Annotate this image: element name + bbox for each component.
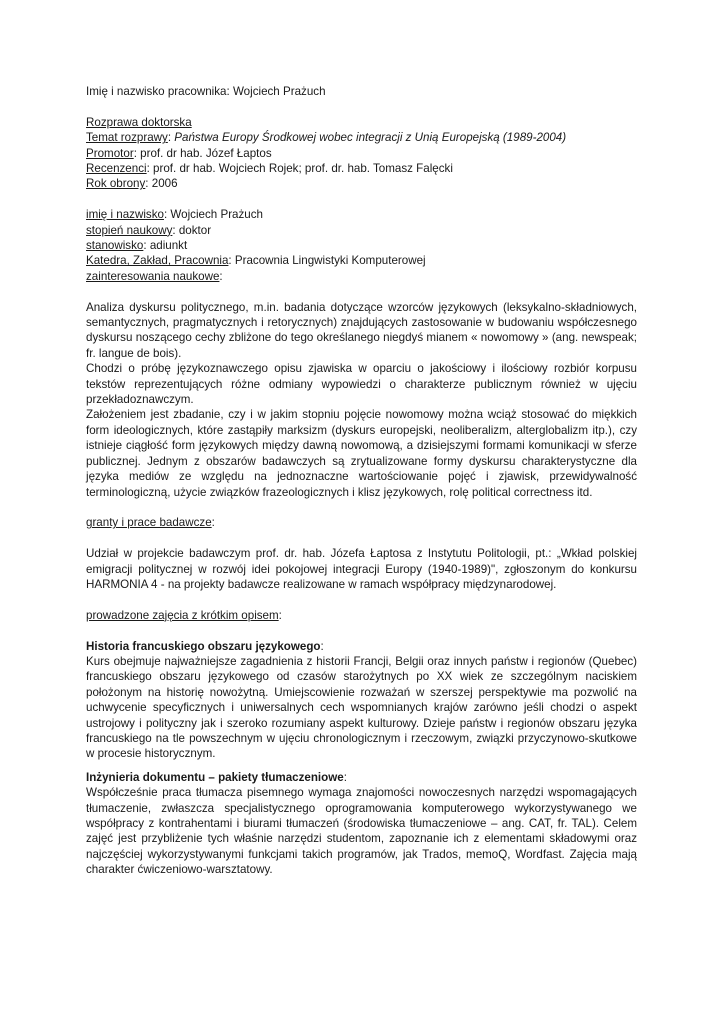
profile-name-line: imię i nazwisko: Wojciech Prażuch <box>86 208 263 222</box>
grants-label: granty i prace badawcze <box>86 516 212 530</box>
profile-position-value: adiunkt <box>149 239 188 253</box>
thesis-topic-line: Temat rozprawy: Państwa Europy Środkowej wobec integracji z Unią Europejską (1989-2004) <box>86 131 567 145</box>
thesis-heading: Rozprawa doktorska <box>86 115 192 129</box>
course-description: Współcześnie praca tłumacza pisemnego wymaga znajomości nowoczesnych narzędzi wspomagających tłumaczenie, zwłaszcza specjalistycznego oprogramowania komputerowego wykorzystywanego we współpracy z kontrahentami i biurami tłumaczeń (środowiska tłumaczeniowe – ang. CAT, fr. TAL). Celem zajęć jest przybliżenie tych właśnie narzędzi studentom, zapoznanie ich z elementami składowymi oraz najczęściej wykorzystywanymi funkcjami takich programów, jak Trados, memoQ, Wordfast. Zajęcia mają charakter ćwiczeniowo-warsztatowy. <box>86 786 637 877</box>
profile-degree-label: stopień naukowy <box>86 223 173 237</box>
course-item <box>86 770 637 878</box>
thesis-promoter-label: Promotor <box>86 146 134 160</box>
interests-paragraph: Założeniem jest zbadanie, czy i w jakim stopniu pojęcie nowomowy można wciąż stosować do miękkich form ideologicznych, które zastąpiły marksizm (dyskurs europejski, neoliberalizm, alterglobalizm itp.), czy istnieje ciągłość form językowych między dawną nowomową, a dzisiejszymi formami komunikacji w sferze publicznej. Jednym z obszarów badawczych są zrytualizowane formy dyskursu charakterystyczne dla języka mediów ze względu na jednoznaczne wartościowanie pojęć i zjawisk, przewidywalność terminologiczną, użycie związków frazeologicznych i klisz językowych, rolę political correctness itd. <box>86 408 637 499</box>
interests-body <box>86 300 637 500</box>
courses-label: prowadzone zajęcia z krótkim opisem <box>86 608 279 622</box>
employee-name-line <box>86 84 637 99</box>
profile-degree-value: doktor <box>178 223 212 237</box>
courses-heading-line: prowadzone zajęcia z krótkim opisem: <box>86 608 282 622</box>
employee-name-value: Wojciech Prażuch <box>232 85 326 98</box>
profile-name-label: imię i nazwisko <box>86 208 164 222</box>
course-title-line: Historia francuskiego obszaru językowego: <box>86 639 324 653</box>
thesis-defense-value: 2006 <box>151 177 178 191</box>
thesis-reviewers-value: prof. dr hab. Wojciech Rojek; prof. dr. hab. Tomasz Falęcki <box>153 162 453 176</box>
employee-name-label: Imię i nazwisko pracownika: <box>86 85 230 98</box>
grants-text: Udział w projekcie badawczym prof. dr. hab. Józefa Łaptosa z Instytutu Politologii, pt.: „Wkład polskiej emigracji politycznej w rozwój idei pokojowej integracji Europy (1940-1989)", zgłoszonym do konkursu HARMONIA 4 - na projekty badawcze realizowane w ramach współpracy międzynarodowej. <box>86 547 637 591</box>
course-item <box>86 639 637 762</box>
thesis-reviewers-label: Recenzenci <box>86 162 147 176</box>
course-description: Kurs obejmuje najważniejsze zagadnienia z historii Francji, Belgii oraz innych państw i regionów (Quebec) francuskiego obszaru językowego od czasów starożytnych po XX wiek ze szczególnym naciskiem położonym na historię nowożytną. Umiejscowienie rozważań w szerszej perspektywie ma pozwolić na uchwycenie specyficznych i uniwersalnych cech wspomnianych krajów zarówno jeśli chodzi o aspekt ustrojowy i polityczny jak i szeroko rozumiany aspekt kulturowy. Dzieje państw i regionów obszaru języka francuskiego na tle powszechnym w ujęciu chronologicznym i rzeczowym, związki przyczynowo-skutkowe w procesie historycznym. <box>86 654 637 761</box>
interests-paragraph: Chodzi o próbę językoznawczego opisu zjawiska w oparciu o jakościowy i ilościowy rozbiór korpusu tekstów reprezentujących różne odmiany wypowiedzi o charakterze publicznym również w ujęciu przekładoznawczym. <box>86 362 637 407</box>
profile-position-line: stanowisko: adiunkt <box>86 239 188 253</box>
profile-unit-label: Katedra, Zakład, Pracownia <box>86 254 229 268</box>
course-title: Historia francuskiego obszaru językowego <box>86 639 321 653</box>
thesis-reviewers-line: Recenzenci: prof. dr hab. Wojciech Rojek; prof. dr. hab. Tomasz Falęcki <box>86 162 453 176</box>
profile-position-label: stanowisko <box>86 239 144 253</box>
grants-heading-line: granty i prace badawcze: <box>86 516 215 530</box>
interests-paragraph: Analiza dyskursu politycznego, m.in. badania dotyczące wzorców językowych (leksykalno-składniowych, semantycznych, pragmatycznych i retorycznych) znajdujących zastosowanie w budowaniu współczesnego dyskursu noszącego cechy zbliżone do tego określanego niegdyś mianem « nowomowy » (ang. newspeak; fr. langue de bois). <box>86 300 637 360</box>
profile-interests-line: zainteresowania naukowe: <box>86 269 223 283</box>
course-title-line: Inżynieria dokumentu – pakiety tłumaczeniowe: <box>86 770 347 784</box>
profile-name-value: Wojciech Prażuch <box>170 208 263 222</box>
profile-unit-line: Katedra, Zakład, Pracownia: Pracownia Lingwistyki Komputerowej <box>86 254 426 268</box>
thesis-promoter-value: prof. dr hab. Józef Łaptos <box>140 146 272 160</box>
thesis-section <box>86 115 637 192</box>
thesis-defense-line: Rok obrony: 2006 <box>86 177 178 191</box>
thesis-topic-label: Temat rozprawy <box>86 131 168 145</box>
profile-unit-value: Pracownia Lingwistyki Komputerowej <box>234 254 426 268</box>
thesis-defense-label: Rok obrony <box>86 177 146 191</box>
profile-interests-label: zainteresowania naukowe <box>86 269 220 283</box>
thesis-promoter-line: Promotor: prof. dr hab. Józef Łaptos <box>86 146 272 160</box>
profile-section <box>86 207 637 284</box>
thesis-topic-value: Państwa Europy Środkowej wobec integracji z Unią Europejską (1989-2004) <box>174 131 567 145</box>
profile-degree-line: stopień naukowy: doktor <box>86 223 212 237</box>
course-title: Inżynieria dokumentu – pakiety tłumaczeniowe <box>86 770 344 784</box>
